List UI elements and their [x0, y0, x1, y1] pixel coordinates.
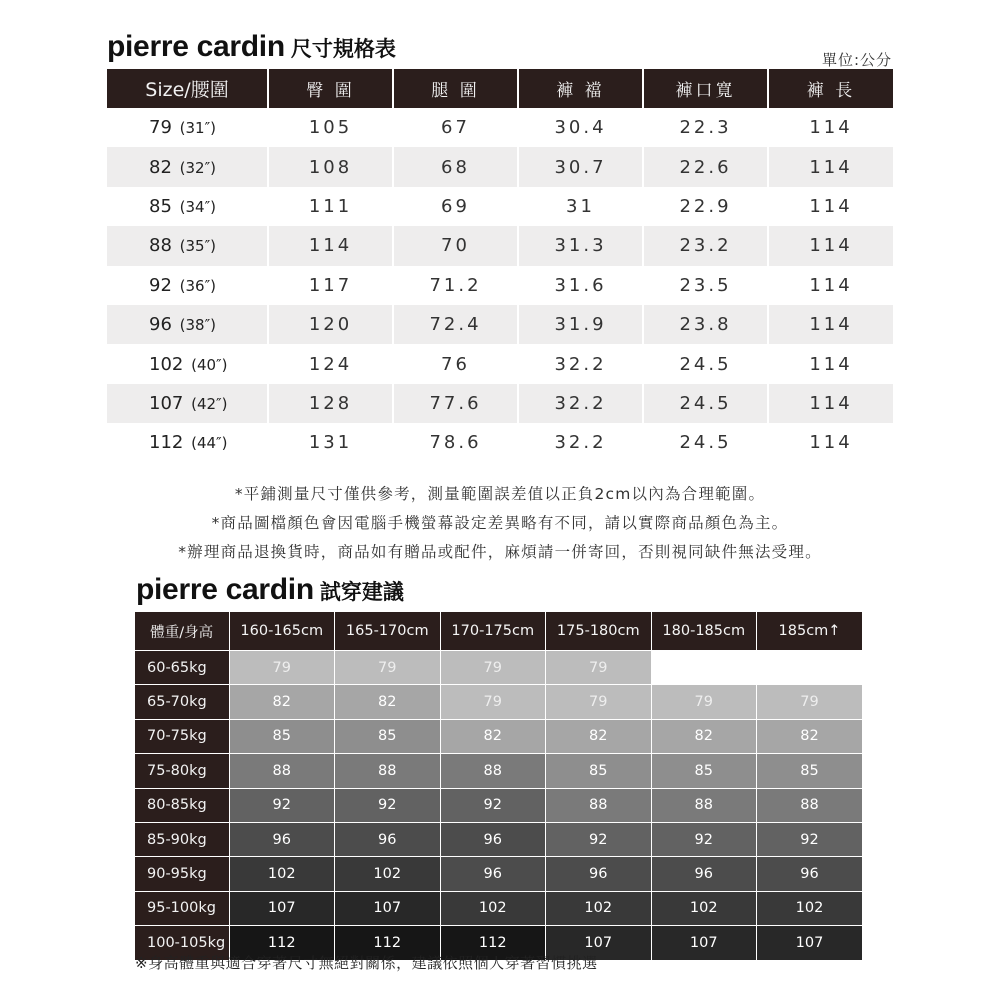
- suggested-size-cell: 92: [335, 788, 441, 822]
- measure-cell: 31.6: [518, 266, 643, 305]
- suggested-size-cell: 107: [335, 891, 441, 925]
- size-value: 79: [149, 117, 172, 139]
- weight-cell: 60-65kg: [135, 651, 229, 685]
- measure-cell: 23.5: [643, 266, 768, 305]
- spec-header-row: [107, 69, 893, 108]
- measure-cell: 30.4: [518, 108, 643, 147]
- table-row: [107, 108, 893, 147]
- unit-label: 單位:公分: [821, 51, 892, 69]
- suggested-size-cell: 82: [546, 719, 652, 753]
- fit-title-text: 試穿建議: [319, 580, 404, 604]
- spec-header-cell: 臀 圍: [268, 69, 393, 108]
- suggested-size-cell: 82: [757, 719, 863, 753]
- size-spec-table: [107, 69, 893, 463]
- suggested-size-cell: 96: [546, 857, 652, 891]
- suggested-size-cell: 96: [440, 857, 546, 891]
- weight-cell: 100-105kg: [135, 926, 229, 960]
- measure-cell: 114: [768, 187, 893, 226]
- measure-cell: 31.3: [518, 226, 643, 265]
- suggested-size-cell: 79: [229, 651, 335, 685]
- fit-title: [136, 573, 404, 613]
- brand-logo: pierre cardin: [107, 30, 285, 63]
- spec-header-cell: 褲口寬: [643, 69, 768, 108]
- measure-cell: 114: [268, 226, 393, 265]
- table-row: [107, 147, 893, 186]
- suggested-size-cell: 79: [757, 685, 863, 719]
- weight-cell: 65-70kg: [135, 685, 229, 719]
- note-line: *平鋪測量尺寸僅供參考，測量範圍誤差值以正負2cm以內為合理範圍。: [234, 485, 766, 503]
- fit-header-cell: 160-165cm: [229, 612, 335, 651]
- suggested-size-cell: 102: [335, 857, 441, 891]
- suggested-size-cell: 88: [229, 754, 335, 788]
- measure-cell: 114: [768, 305, 893, 344]
- note-line: *商品圖檔顏色會因電腦手機螢幕設定差異略有不同，請以實際商品顏色為主。: [211, 514, 789, 532]
- spec-header-cell: 褲 長: [768, 69, 893, 108]
- suggested-size-cell: 79: [335, 651, 441, 685]
- size-value: 82: [149, 156, 172, 178]
- measure-cell: 124: [268, 344, 393, 383]
- suggested-size-cell: 92: [757, 822, 863, 856]
- measure-cell: 114: [768, 226, 893, 265]
- suggested-size-cell: 79: [440, 651, 546, 685]
- suggested-size-cell: 96: [757, 857, 863, 891]
- table-row: [135, 788, 862, 822]
- note-line: *辦理商品退換貨時，商品如有贈品或配件，麻煩請一併寄回，否則視同缺件無法受理。: [178, 543, 822, 561]
- measure-cell: 128: [268, 384, 393, 423]
- size-value: 102: [149, 353, 184, 375]
- measure-cell: 32.2: [518, 384, 643, 423]
- measure-cell: 31: [518, 187, 643, 226]
- suggested-size-cell: 102: [651, 891, 757, 925]
- suggested-size-cell: 85: [229, 719, 335, 753]
- measure-cell: 68: [393, 147, 518, 186]
- suggested-size-cell: 96: [335, 822, 441, 856]
- suggested-size-cell: 88: [546, 788, 652, 822]
- weight-cell: 90-95kg: [135, 857, 229, 891]
- size-cell: [107, 266, 268, 305]
- measure-cell: 70: [393, 226, 518, 265]
- size-value: 85: [149, 195, 172, 217]
- measure-cell: 32.2: [518, 344, 643, 383]
- table-row: [135, 857, 862, 891]
- measure-cell: 114: [768, 266, 893, 305]
- size-cell: [107, 305, 268, 344]
- suggested-size-cell: 102: [229, 857, 335, 891]
- spec-title: [107, 30, 396, 70]
- suggested-size-cell: 85: [546, 754, 652, 788]
- suggested-size-cell: 92: [229, 788, 335, 822]
- measure-cell: 131: [268, 423, 393, 462]
- suggested-size-cell: 79: [546, 685, 652, 719]
- suggested-size-cell: 85: [335, 719, 441, 753]
- spec-header-cell: Size/腰圍: [107, 69, 268, 108]
- suggested-size-cell: 92: [440, 788, 546, 822]
- table-row: [107, 226, 893, 265]
- suggested-size-cell: 88: [651, 788, 757, 822]
- weight-cell: 85-90kg: [135, 822, 229, 856]
- fit-suggestion-table: [135, 612, 862, 960]
- measure-cell: 111: [268, 187, 393, 226]
- suggested-size-cell: 79: [651, 685, 757, 719]
- size-cell: [107, 108, 268, 147]
- weight-cell: 80-85kg: [135, 788, 229, 822]
- suggested-size-cell: 96: [651, 857, 757, 891]
- size-inch: (42″): [191, 394, 228, 413]
- suggested-size-cell: 79: [440, 685, 546, 719]
- measure-cell: 22.6: [643, 147, 768, 186]
- suggested-size-cell: 92: [546, 822, 652, 856]
- weight-cell: 75-80kg: [135, 754, 229, 788]
- fit-header-cell: 185cm↑: [757, 612, 863, 651]
- size-value: 88: [149, 235, 172, 257]
- suggested-size-cell: 102: [546, 891, 652, 925]
- suggested-size-cell: 112: [335, 926, 441, 960]
- measure-cell: 114: [768, 423, 893, 462]
- size-cell: [107, 147, 268, 186]
- fit-header-cell: 170-175cm: [440, 612, 546, 651]
- suggested-size-cell: 107: [229, 891, 335, 925]
- weight-cell: 95-100kg: [135, 891, 229, 925]
- measure-cell: 78.6: [393, 423, 518, 462]
- fit-header-cell: 165-170cm: [335, 612, 441, 651]
- suggested-size-cell: 82: [335, 685, 441, 719]
- spec-table-body: [107, 108, 893, 463]
- size-value: 112: [149, 432, 184, 454]
- table-row: [135, 754, 862, 788]
- suggested-size-cell: 88: [757, 788, 863, 822]
- suggested-size-cell: 96: [440, 822, 546, 856]
- size-cell: [107, 226, 268, 265]
- size-cell: [107, 344, 268, 383]
- suggested-size-cell: 102: [440, 891, 546, 925]
- measure-cell: 22.3: [643, 108, 768, 147]
- suggested-size-cell: 79: [546, 651, 652, 685]
- suggested-size-cell: 112: [229, 926, 335, 960]
- size-inch: (44″): [191, 434, 228, 453]
- suggested-size-cell: 112: [440, 926, 546, 960]
- suggested-size-cell: 82: [440, 719, 546, 753]
- spec-header-cell: 腿 圍: [393, 69, 518, 108]
- spec-header-cell: 褲 襠: [518, 69, 643, 108]
- measure-cell: 23.8: [643, 305, 768, 344]
- suggested-size-cell: 102: [757, 891, 863, 925]
- size-value: 92: [149, 274, 172, 296]
- measure-cell: 23.2: [643, 226, 768, 265]
- fit-header-row: [135, 612, 862, 651]
- table-row: [107, 305, 893, 344]
- measure-cell: 69: [393, 187, 518, 226]
- suggested-size-cell: 92: [651, 822, 757, 856]
- measure-cell: 24.5: [643, 423, 768, 462]
- measure-cell: 108: [268, 147, 393, 186]
- fit-table-body: [135, 651, 862, 960]
- brand-logo: pierre cardin: [136, 573, 314, 606]
- measure-cell: 120: [268, 305, 393, 344]
- measure-cell: 31.9: [518, 305, 643, 344]
- measure-cell: 24.5: [643, 384, 768, 423]
- size-inch: (35″): [179, 237, 217, 256]
- size-inch: (36″): [179, 276, 217, 295]
- size-cell: [107, 187, 268, 226]
- size-inch: (38″): [179, 316, 217, 335]
- fit-footnote: ※身高體重與適合穿著尺寸無絕對關係，建議依照個人穿著習慣挑選: [135, 954, 598, 972]
- measure-cell: 72.4: [393, 305, 518, 344]
- table-row: [107, 344, 893, 383]
- size-cell: [107, 423, 268, 462]
- table-row: [107, 384, 893, 423]
- table-row: [135, 719, 862, 753]
- suggested-size-cell: 88: [440, 754, 546, 788]
- fit-header-cell: 175-180cm: [546, 612, 652, 651]
- size-value: 107: [149, 392, 184, 414]
- size-inch: (32″): [179, 158, 217, 177]
- suggested-size-cell: [757, 651, 863, 685]
- size-cell: [107, 384, 268, 423]
- fit-header-cell: 體重/身高: [135, 612, 229, 651]
- table-row: [135, 685, 862, 719]
- size-inch: (31″): [179, 119, 217, 138]
- size-inch: (40″): [191, 355, 228, 374]
- measure-cell: 22.9: [643, 187, 768, 226]
- measure-cell: 114: [768, 384, 893, 423]
- spec-title-text: 尺寸規格表: [290, 37, 396, 61]
- measure-cell: 24.5: [643, 344, 768, 383]
- suggested-size-cell: 96: [229, 822, 335, 856]
- measure-cell: 67: [393, 108, 518, 147]
- suggested-size-cell: 107: [546, 926, 652, 960]
- measure-cell: 76: [393, 344, 518, 383]
- table-row: [107, 266, 893, 305]
- measure-cell: 77.6: [393, 384, 518, 423]
- measure-cell: 105: [268, 108, 393, 147]
- measure-cell: 30.7: [518, 147, 643, 186]
- table-row: [135, 651, 862, 685]
- measure-cell: 114: [768, 344, 893, 383]
- suggested-size-cell: 88: [335, 754, 441, 788]
- measure-cell: 117: [268, 266, 393, 305]
- measure-cell: 32.2: [518, 423, 643, 462]
- suggested-size-cell: 85: [651, 754, 757, 788]
- suggested-size-cell: 82: [651, 719, 757, 753]
- fit-header-cell: 180-185cm: [651, 612, 757, 651]
- measure-cell: 71.2: [393, 266, 518, 305]
- suggested-size-cell: 82: [229, 685, 335, 719]
- size-value: 96: [149, 314, 172, 336]
- table-row: [107, 187, 893, 226]
- measure-cell: 114: [768, 147, 893, 186]
- table-row: [135, 891, 862, 925]
- suggested-size-cell: 107: [651, 926, 757, 960]
- suggested-size-cell: 85: [757, 754, 863, 788]
- size-inch: (34″): [179, 197, 217, 216]
- spec-notes: [0, 480, 1000, 567]
- suggested-size-cell: 107: [757, 926, 863, 960]
- table-row: [135, 822, 862, 856]
- table-row: [107, 423, 893, 462]
- suggested-size-cell: [651, 651, 757, 685]
- measure-cell: 114: [768, 108, 893, 147]
- weight-cell: 70-75kg: [135, 719, 229, 753]
